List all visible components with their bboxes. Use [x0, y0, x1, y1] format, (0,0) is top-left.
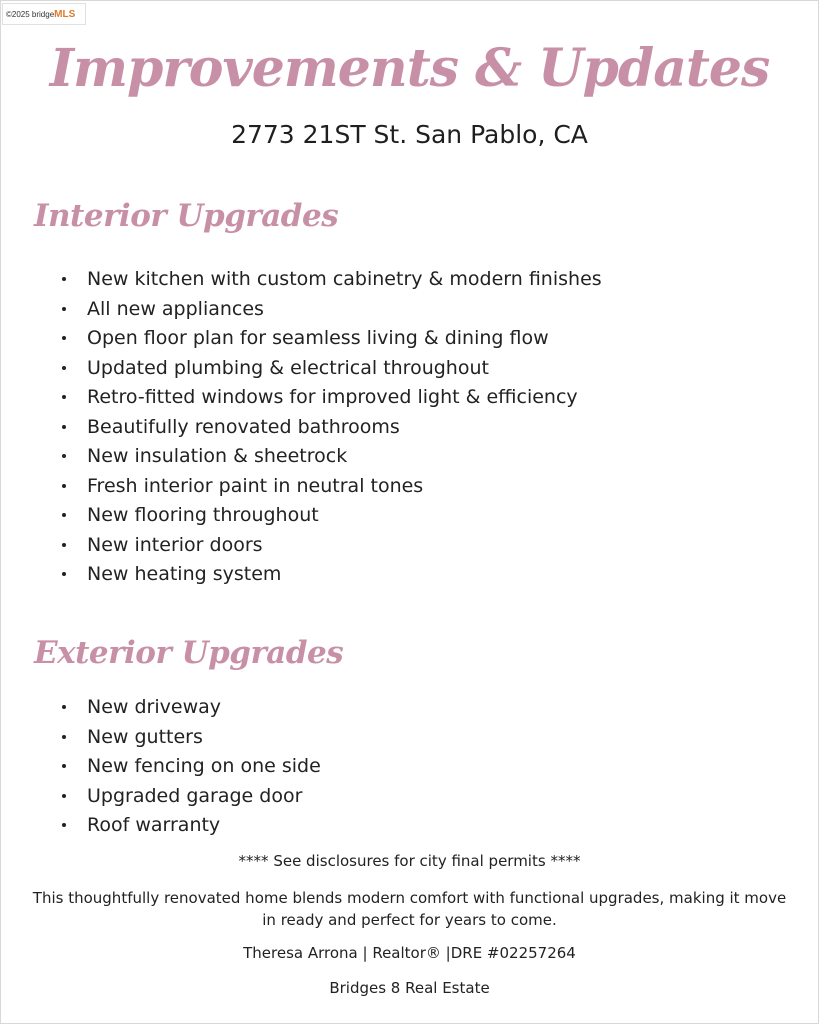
list-item-text: New driveway — [87, 696, 221, 718]
list-item-text: Open floor plan for seamless living & dining flow — [87, 327, 549, 349]
bullet-icon — [62, 764, 66, 768]
list-item — [58, 265, 602, 295]
bullet-icon — [62, 395, 66, 399]
watermark-prefix: ©2025 bridge — [6, 10, 55, 19]
bullet-icon — [62, 484, 66, 488]
property-address: 2773 21ST St. San Pablo, CA — [231, 120, 588, 149]
bullet-icon — [62, 336, 66, 340]
list-item — [58, 383, 602, 413]
brokerage-name: Bridges 8 Real Estate — [329, 979, 490, 997]
list-item-text: New fencing on one side — [87, 755, 321, 777]
list-item-text: New interior doors — [87, 533, 263, 556]
list-item-text: Upgraded garage door — [87, 784, 303, 807]
bullet-icon — [62, 366, 66, 370]
agent-info: Theresa Arrona | Realtor® |DRE #02257264 — [243, 944, 576, 962]
list-item — [58, 693, 321, 723]
list-item — [58, 782, 321, 812]
list-item — [58, 501, 602, 531]
bullet-icon — [62, 794, 66, 798]
list-item-text: New heating system — [87, 563, 282, 585]
bullet-icon — [62, 425, 66, 429]
bullet-icon — [62, 513, 66, 517]
list-item — [58, 472, 602, 502]
list-item-text: All new appliances — [87, 297, 264, 320]
list-item — [58, 531, 602, 561]
list-item-text: Roof warranty — [87, 814, 221, 836]
list-item — [58, 354, 602, 384]
bullet-icon — [62, 277, 66, 281]
list-item — [58, 811, 321, 841]
list-item — [58, 752, 321, 782]
list-item — [58, 723, 321, 753]
bullet-icon — [62, 735, 66, 739]
bullet-icon — [62, 705, 66, 709]
interior-heading: Interior Upgrades — [34, 198, 339, 234]
list-item — [58, 442, 602, 472]
summary-paragraph: This thoughtfully renovated home blends modern comfort with functional upgrades, making it move in ready and perfect for years to come. — [32, 889, 787, 929]
bridgemls-watermark — [2, 3, 86, 25]
exterior-heading: Exterior Upgrades — [34, 635, 344, 671]
list-item-text: New gutters — [87, 725, 203, 748]
bullet-icon — [62, 454, 66, 458]
page-title: Improvements & Updates — [49, 38, 770, 99]
bullet-icon — [62, 307, 66, 311]
list-item-text: Beautifully renovated bathrooms — [87, 415, 400, 438]
list-item-text: Retro-fitted windows for improved light & efficiency — [87, 386, 578, 408]
list-item — [58, 413, 602, 443]
permits-note: **** See disclosures for city final permits **** — [238, 852, 581, 870]
bullet-icon — [62, 572, 66, 576]
list-item-text: New flooring throughout — [87, 504, 319, 526]
bullet-icon — [62, 543, 66, 547]
exterior-list — [58, 693, 321, 841]
list-item-text: New kitchen with custom cabinetry & modern finishes — [87, 268, 602, 290]
watermark-mls: MLS — [54, 9, 76, 20]
bullet-icon — [62, 823, 66, 827]
list-item-text: Fresh interior paint in neutral tones — [87, 474, 424, 497]
list-item — [58, 560, 602, 590]
list-item-text: New insulation & sheetrock — [87, 445, 348, 467]
interior-list — [58, 265, 602, 590]
list-item — [58, 295, 602, 325]
list-item-text: Updated plumbing & electrical throughout — [87, 356, 489, 379]
list-item — [58, 324, 602, 354]
